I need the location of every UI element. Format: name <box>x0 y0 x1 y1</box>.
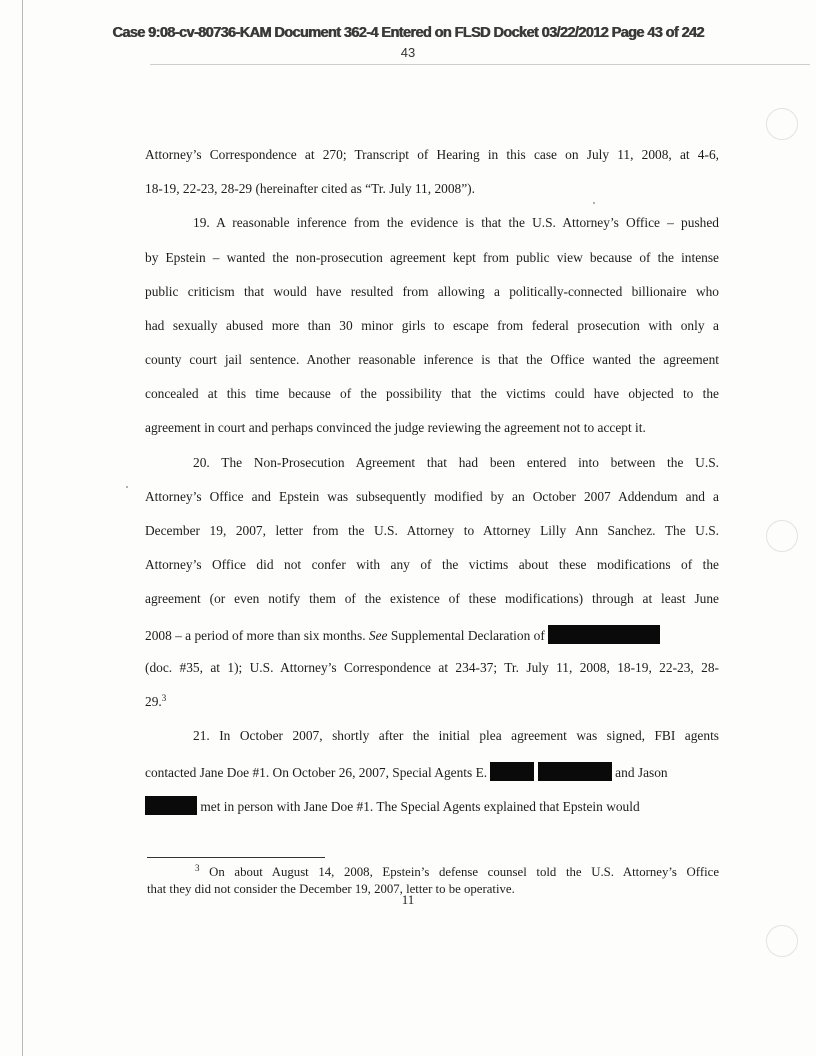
text-line <box>145 625 719 644</box>
case-header: Case 9:08-cv-80736-KAM Document 362-4 Entered on FLSD Docket 03/22/2012 Page 43 of 242 <box>112 25 704 41</box>
footnote-line: that they did not consider the December 19, 2007, letter to be operative. <box>147 882 515 896</box>
footnote-line <box>147 864 719 881</box>
scan-hole-mark <box>766 108 798 140</box>
text-segment: 29. <box>145 694 162 709</box>
scan-hole-mark <box>766 520 798 552</box>
text-line <box>145 796 719 815</box>
citation-signal: See <box>368 628 388 643</box>
paragraph-21-start: 21. In October 2007, shortly after the initial plea agreement was signed, FBI agents <box>193 728 719 743</box>
text-line: December 19, 2007, letter from the U.S. Attorney to Attorney Lilly Ann Sanchez. The U.S. <box>145 523 719 538</box>
text-line: Attorney’s Correspondence at 270; Transcript of Hearing in this case on July 11, 2008, at 4-6, <box>145 147 719 162</box>
paragraph-19-start: 19. A reasonable inference from the evidence is that the U.S. Attorney’s Office – pushed <box>193 215 719 230</box>
text-line <box>145 762 719 781</box>
text-segment: met in person with Jane Doe #1. The Special Agents explained that Epstein would <box>197 799 640 814</box>
text-line: concealed at this time because of the possibility that the victims could have objected to the <box>145 386 719 401</box>
redaction-box <box>490 762 534 781</box>
footnote-reference: 3 <box>161 693 167 703</box>
redaction-box <box>548 625 660 644</box>
paragraph-20-start: 20. The Non-Prosecution Agreement that had been entered into between the U.S. <box>193 455 719 470</box>
footer-page-number: 11 <box>401 892 415 907</box>
header-divider <box>150 64 810 65</box>
scan-speck <box>126 486 128 488</box>
text-segment: 2008 – a period of more than six months. <box>145 628 369 643</box>
header-page-number: 43 <box>400 45 416 60</box>
text-line: Attorney’s Office and Epstein was subsequently modified by an October 2007 Addendum and a <box>145 489 719 504</box>
text-line <box>145 694 719 710</box>
footnote-divider <box>147 857 325 858</box>
text-line: Attorney’s Office did not confer with any of the victims about these modifications of the <box>145 557 719 572</box>
footnote-marker: 3 <box>195 863 200 873</box>
text-segment: and Jason <box>611 765 668 780</box>
text-line: public criticism that would have resulted from allowing a politically-connected billionaire who <box>145 284 719 299</box>
footnote-text: On about August 14, 2008, Epstein’s defense counsel told the U.S. Attorney’s Office <box>199 865 719 879</box>
text-line: (doc. #35, at 1); U.S. Attorney’s Correspondence at 234-37; Tr. July 11, 2008, 18-19, 22-23, 28- <box>145 660 719 675</box>
text-line: had sexually abused more than 30 minor girls to escape from federal prosecution with only a <box>145 318 719 333</box>
text-segment: Supplemental Declaration of <box>387 628 549 643</box>
text-line: 18-19, 22-23, 28-29 (hereinafter cited as “Tr. July 11, 2008”). <box>145 181 475 196</box>
text-line: by Epstein – wanted the non-prosecution agreement kept from public view because of the intense <box>145 250 719 265</box>
text-line: county court jail sentence. Another reasonable inference is that the Office wanted the agreement <box>145 352 719 367</box>
scan-hole-mark <box>766 925 798 957</box>
text-line: agreement (or even notify them of the existence of these modifications) through at least June <box>145 591 719 606</box>
redaction-box <box>145 796 197 815</box>
text-line: agreement in court and perhaps convinced the judge reviewing the agreement not to accept it. <box>145 420 646 435</box>
text-segment: contacted Jane Doe #1. On October 26, 2007, Special Agents E. <box>145 765 491 780</box>
scan-speck <box>593 202 595 204</box>
redaction-box <box>538 762 612 781</box>
